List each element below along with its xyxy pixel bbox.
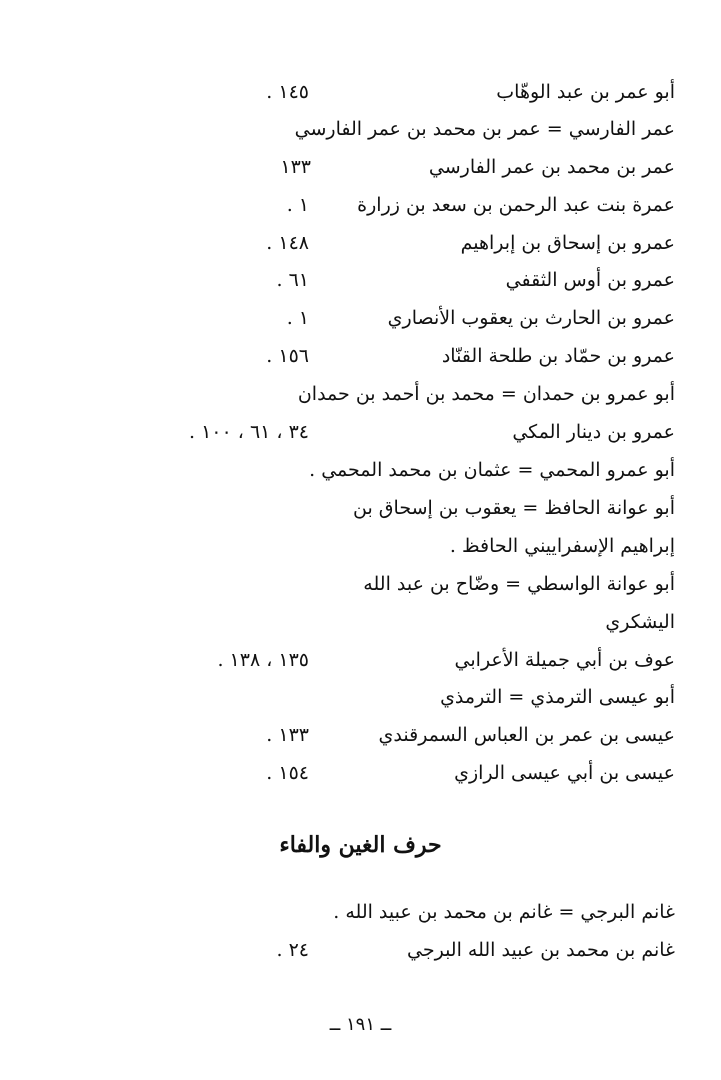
index-entry-name: غانم بن محمد بن عبيد الله البرجي <box>407 939 675 961</box>
index-entry-pages: ١ . <box>286 194 309 216</box>
index-entry-name: عمرو بن دينار المكي <box>512 421 675 443</box>
index-entry-continuation: اليشكري <box>605 611 675 633</box>
index-entry-name: عمر بن محمد بن عمر الفارسي <box>428 156 675 178</box>
index-entry-name: أبو عمرو المحمي = عثمان بن محمد المحمي . <box>309 459 675 481</box>
index-entry-name: أبو عمر بن عبد الوهّاب <box>496 81 675 103</box>
index-entry-name: أبو عوانة الحافظ = يعقوب بن إسحاق بن <box>353 497 675 519</box>
index-entry-pages: ١٥٤ . <box>266 762 309 784</box>
index-entry-pages: ١٤٨ . <box>266 232 309 254</box>
index-entry-name: عمرة بنت عبد الرحمن بن سعد بن زرارة <box>357 194 675 216</box>
index-entry-name: عمر الفارسي = عمر بن محمد بن عمر الفارسي <box>294 118 675 140</box>
index-entry-pages: ١٥٦ . <box>266 345 309 367</box>
index-entry-name: غانم البرجي = غانم بن محمد بن عبيد الله . <box>333 901 675 923</box>
index-entry-pages: ٢٤ . <box>276 939 309 961</box>
index-entry-name: عوف بن أبي جميلة الأعرابي <box>454 649 675 671</box>
index-entry-name: عيسى بن أبي عيسى الرازي <box>454 762 675 784</box>
index-entry-pages: ١ . <box>286 307 309 329</box>
index-entry-name: عمرو بن أوس الثقفي <box>505 269 675 291</box>
index-entry-pages: ٦١ . <box>276 269 309 291</box>
index-entry-name: أبو عمرو بن حمدان = محمد بن أحمد بن حمدان <box>297 383 675 405</box>
page-number: ــ ١٩١ ــ <box>329 1014 392 1035</box>
index-entry-name: أبو عوانة الواسطي = وضّاح بن عبد الله <box>363 573 675 595</box>
index-entry-continuation: إبراهيم الإسفراييني الحافظ . <box>449 535 675 557</box>
section-heading: حرف الغين والفاء <box>279 832 442 858</box>
index-entry-name: عمرو بن إسحاق بن إبراهيم <box>460 232 675 254</box>
index-entry-pages: ١٤٥ . <box>266 81 309 103</box>
index-entry-pages: ٣٤ ، ٦١ ، ١٠٠ . <box>189 421 309 443</box>
index-entry-pages: ١٣٣ . <box>266 724 309 746</box>
index-entry-name: عمرو بن حمّاد بن طلحة القنّاد <box>441 345 675 367</box>
index-entry-name: عيسى بن عمر بن العباس السمرقندي <box>378 724 675 746</box>
index-entry-name: أبو عيسى الترمذي = الترمذي <box>440 686 675 708</box>
index-entry-name: عمرو بن الحارث بن يعقوب الأنصاري <box>387 307 675 329</box>
index-entry-pages: ١٣٥ ، ١٣٨ . <box>217 649 309 671</box>
index-entry-pages: ١٣٣ <box>280 156 311 178</box>
